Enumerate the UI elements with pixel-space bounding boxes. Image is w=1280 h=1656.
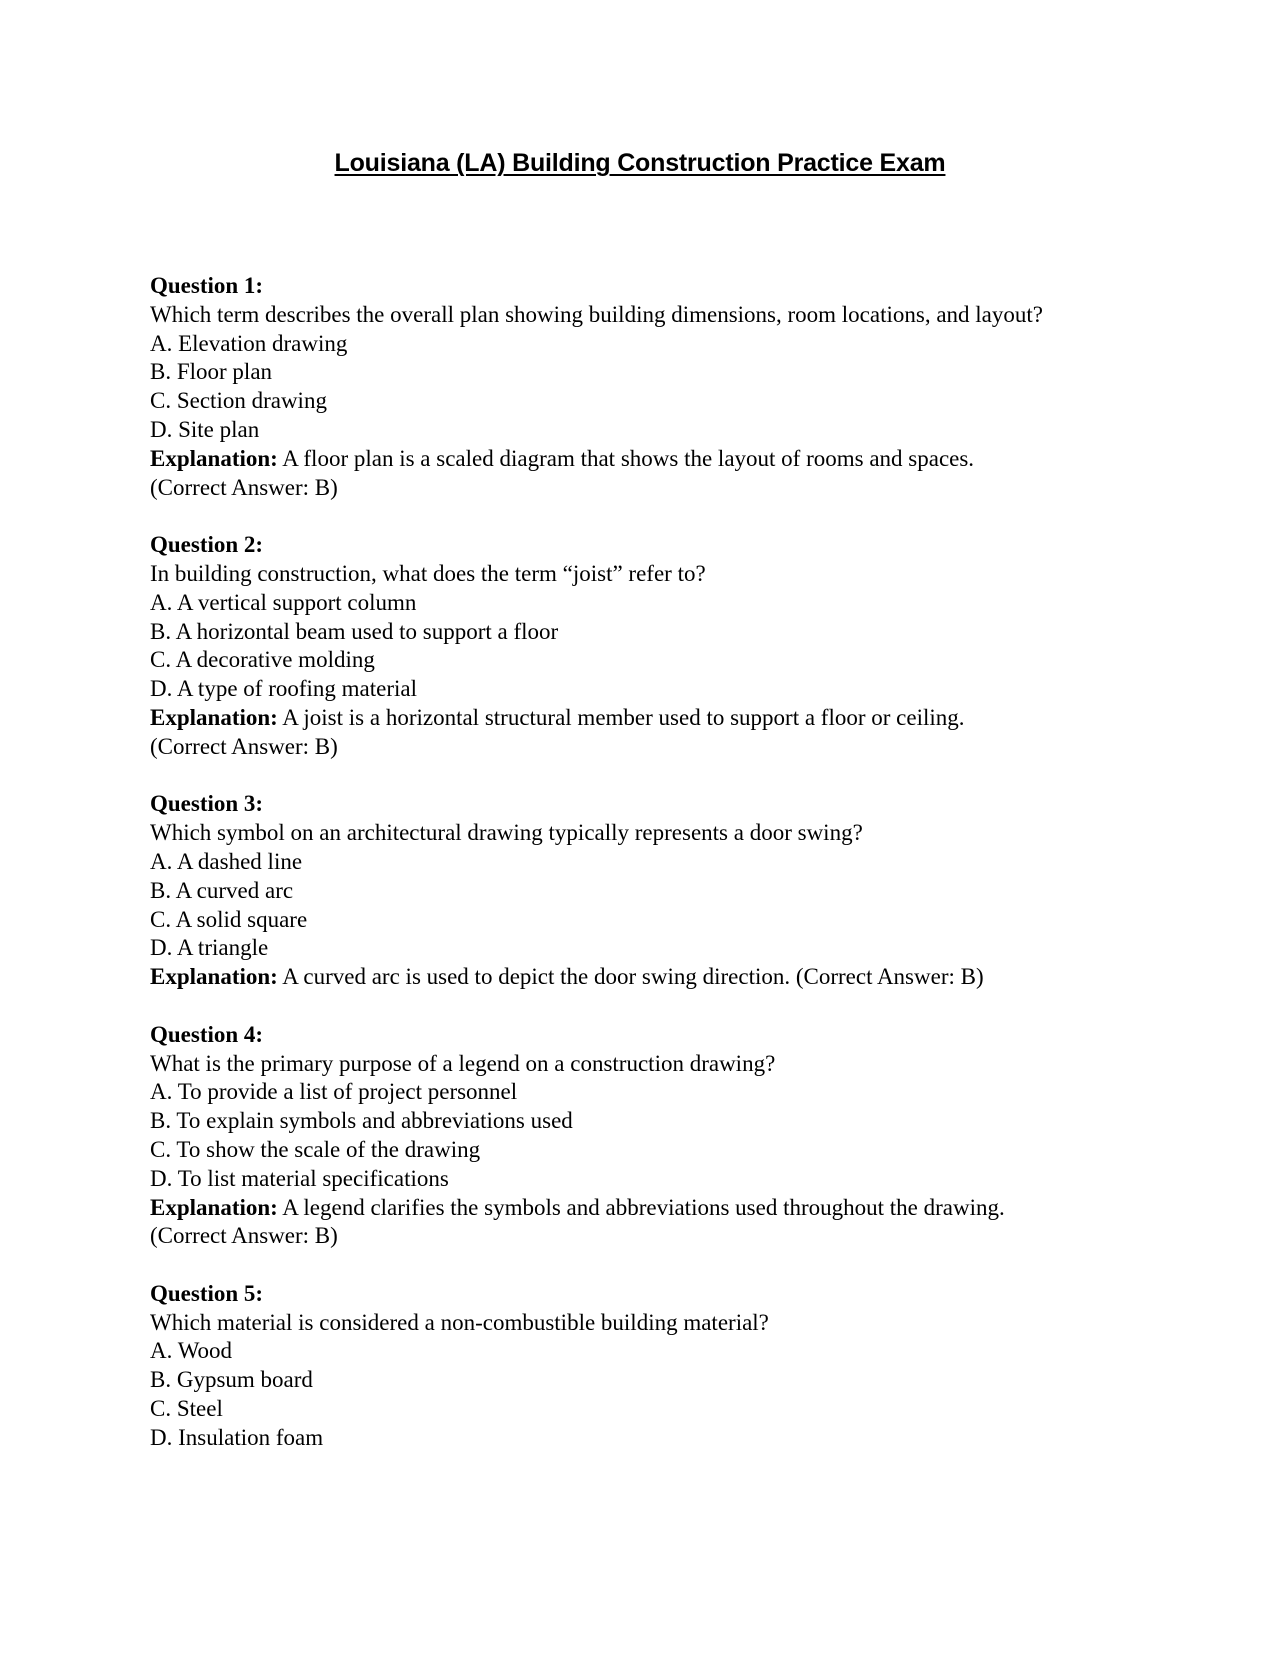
explanation: [150, 963, 1190, 992]
question-text: Which term describes the overall plan showing building dimensions, room locations, and layout?: [150, 301, 1043, 327]
answer-option: B. A curved arc: [150, 877, 294, 903]
explanation-label: Explanation:: [150, 704, 278, 730]
explanation-text: A joist is a horizontal structural member used to support a floor or ceiling.: [277, 704, 965, 730]
question-heading: Question 5:: [150, 1280, 264, 1306]
question-block-1: [150, 272, 1190, 502]
answer-option: C. A decorative molding: [150, 647, 375, 673]
document-title: Louisiana (LA) Building Construction Practice Exam: [334, 149, 946, 177]
explanation: [150, 704, 1190, 733]
question-block-2: [150, 531, 1190, 761]
explanation-label: Explanation:: [150, 964, 278, 990]
explanation: [150, 445, 1190, 474]
question-block-4: [150, 1021, 1190, 1251]
question-block-3: [150, 790, 1190, 992]
question-text: In building construction, what does the term “joist” refer to?: [150, 560, 706, 586]
question-heading: Question 4:: [150, 1021, 264, 1047]
answer-option: A. Wood: [150, 1338, 233, 1364]
explanation-label: Explanation:: [150, 1194, 278, 1220]
question-heading: Question 3:: [150, 791, 264, 817]
question-text: Which symbol on an architectural drawing typically represents a door swing?: [150, 820, 863, 846]
answer-option: D. To list material specifications: [150, 1165, 449, 1191]
answer-option: B. A horizontal beam used to support a floor: [150, 618, 559, 644]
answer-option: B. Gypsum board: [150, 1367, 313, 1393]
answer-option: A. Elevation drawing: [150, 330, 348, 356]
answer-option: C. To show the scale of the drawing: [150, 1136, 481, 1162]
explanation-text: A legend clarifies the symbols and abbreviations used throughout the drawing.: [277, 1194, 1005, 1220]
correct-answer: (Correct Answer: B): [150, 1223, 338, 1249]
question-text: Which material is considered a non-combustible building material?: [150, 1309, 769, 1335]
question-list: [150, 272, 1190, 1481]
explanation-text: A curved arc is used to depict the door swing direction. (Correct Answer: B): [277, 964, 984, 990]
answer-option: D. Site plan: [150, 416, 260, 442]
explanation-label: Explanation:: [150, 445, 278, 471]
answer-option: C. Section drawing: [150, 388, 327, 414]
correct-answer: (Correct Answer: B): [150, 474, 338, 500]
answer-option: C. A solid square: [150, 906, 308, 932]
explanation-text: A floor plan is a scaled diagram that shows the layout of rooms and spaces.: [277, 445, 975, 471]
answer-option: B. Floor plan: [150, 359, 273, 385]
answer-option: C. Steel: [150, 1396, 223, 1422]
answer-option: D. A triangle: [150, 935, 269, 961]
question-heading: Question 2:: [150, 532, 264, 558]
answer-option: D. A type of roofing material: [150, 676, 417, 702]
answer-option: A. A vertical support column: [150, 589, 417, 615]
answer-option: D. Insulation foam: [150, 1424, 324, 1450]
question-text: What is the primary purpose of a legend on a construction drawing?: [150, 1050, 776, 1076]
answer-option: B. To explain symbols and abbreviations used: [150, 1108, 573, 1134]
question-block-5: [150, 1280, 1190, 1453]
answer-option: A. To provide a list of project personnel: [150, 1079, 518, 1105]
answer-option: A. A dashed line: [150, 848, 303, 874]
explanation: [150, 1194, 1190, 1223]
correct-answer: (Correct Answer: B): [150, 733, 338, 759]
question-heading: Question 1:: [150, 273, 264, 298]
